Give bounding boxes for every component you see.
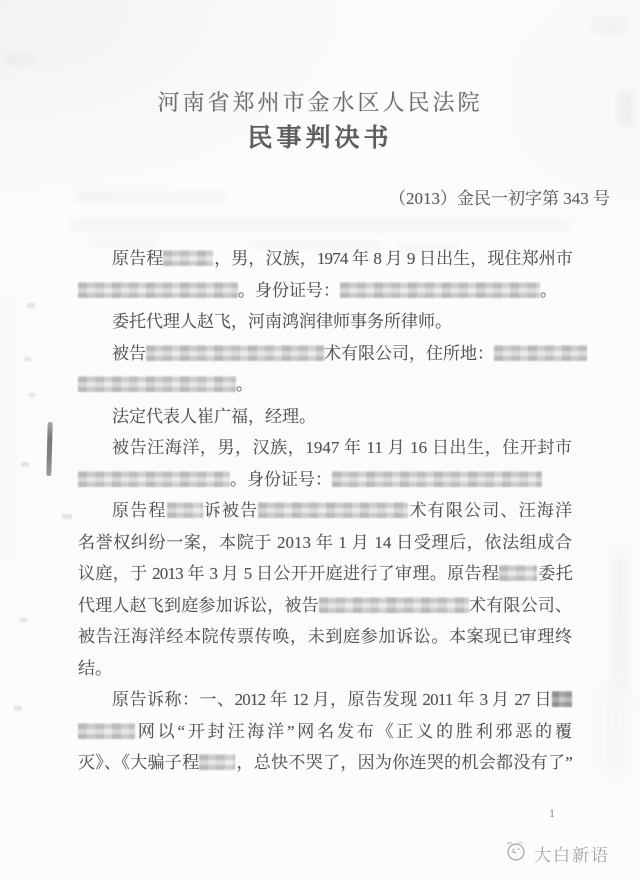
scan-artifact	[592, 16, 628, 34]
scan-artifact	[610, 550, 630, 690]
body-text: 被告汪海洋，男，汉族，1947 年 11 月 16 日出生，住开封市	[112, 438, 572, 457]
body-text: 名誉权纠纷一案，本院于 2013 年 1 月 14 日受理后，依法组成合	[78, 532, 572, 552]
body-line	[78, 432, 572, 464]
body-text: 法定代表人崔广福，经理。	[112, 406, 316, 426]
body-text: 术有限公司、汪海洋	[408, 501, 572, 520]
body-text: 结。	[78, 658, 112, 678]
document-body	[0, 243, 572, 779]
redaction-mosaic	[78, 376, 236, 392]
scan-artifact	[4, 52, 34, 66]
redaction-mosaic	[78, 471, 230, 487]
body-text: 灭》、《大骗子程	[78, 753, 200, 772]
redaction-mosaic	[319, 597, 469, 613]
body-text: 网以“开封汪海洋”网名发布《正义的胜利邪恶的覆	[135, 721, 572, 741]
redaction-mosaic	[494, 345, 587, 361]
body-text: 。	[540, 280, 557, 300]
case-number: （2013）金民一初字第 343 号	[389, 189, 610, 208]
body-line	[78, 684, 572, 716]
redaction-mosaic	[258, 502, 408, 518]
court-name: 河南省郑州市金水区人民法院	[157, 90, 483, 115]
body-line	[78, 464, 572, 496]
body-text: 代理人赵飞到庭参加诉讼，被告	[78, 595, 319, 615]
body-line	[78, 495, 572, 527]
body-line	[78, 243, 572, 275]
body-text: 议庭，于 2013 年 3 月 5 日公开开庭进行了审理。原告程	[78, 564, 500, 583]
body-line	[78, 621, 572, 653]
watermark	[504, 839, 610, 868]
watermark-logo-icon	[504, 839, 528, 868]
body-line	[78, 369, 572, 401]
body-line	[78, 338, 572, 370]
page-number: 1	[549, 806, 555, 820]
body-text: 。身份证号：	[238, 280, 340, 300]
body-text: 原告程	[112, 249, 164, 268]
body-line	[78, 590, 572, 622]
body-text: 委托代理人赵飞，河南鸿润律师事务所律师。	[112, 312, 452, 331]
body-text: 。	[236, 375, 253, 394]
body-line	[78, 275, 572, 307]
body-line	[78, 558, 572, 590]
body-text: 原告程	[112, 501, 167, 520]
scan-artifact	[598, 688, 632, 778]
body-line	[78, 527, 572, 559]
body-text: 术有限公司，住所地：	[324, 343, 494, 363]
redaction-mosaic	[332, 471, 542, 487]
redaction-mosaic	[499, 565, 537, 581]
body-text: 诉被告	[202, 501, 259, 520]
body-line	[78, 653, 572, 685]
body-line	[78, 401, 572, 433]
body-text: 。身份证号：	[230, 469, 332, 489]
redaction-mosaic	[552, 691, 572, 707]
redaction-mosaic	[199, 754, 235, 770]
redaction-mosaic	[146, 345, 324, 361]
redaction-mosaic	[167, 502, 203, 518]
body-text: 原告诉称：一、2012 年 12 月，原告发现 2011 年 3 月 27 日	[112, 690, 552, 709]
body-line	[78, 747, 572, 779]
body-line	[78, 716, 572, 748]
body-text: ，总快不哭了，因为你连哭的机会都没有了”	[235, 753, 572, 772]
body-text: 委托	[537, 564, 573, 583]
body-text: 术有限公司、	[468, 595, 573, 615]
document-title: 民事判决书	[247, 125, 393, 152]
body-text: ，男，汉族，1974 年 8 月 9 日出生，现住郑州市	[213, 249, 572, 268]
redaction-mosaic	[163, 250, 213, 266]
body-text: 被告汪海洋经本院传票传唤，未到庭参加诉讼。本案现已审理终	[78, 627, 572, 646]
body-line	[78, 306, 572, 338]
redaction-mosaic	[78, 723, 135, 739]
watermark-label: 大白新语	[534, 846, 610, 865]
redaction-mosaic	[340, 282, 540, 298]
scan-artifact	[70, 219, 570, 231]
redaction-mosaic	[78, 282, 238, 298]
body-text: 被告	[112, 343, 146, 363]
